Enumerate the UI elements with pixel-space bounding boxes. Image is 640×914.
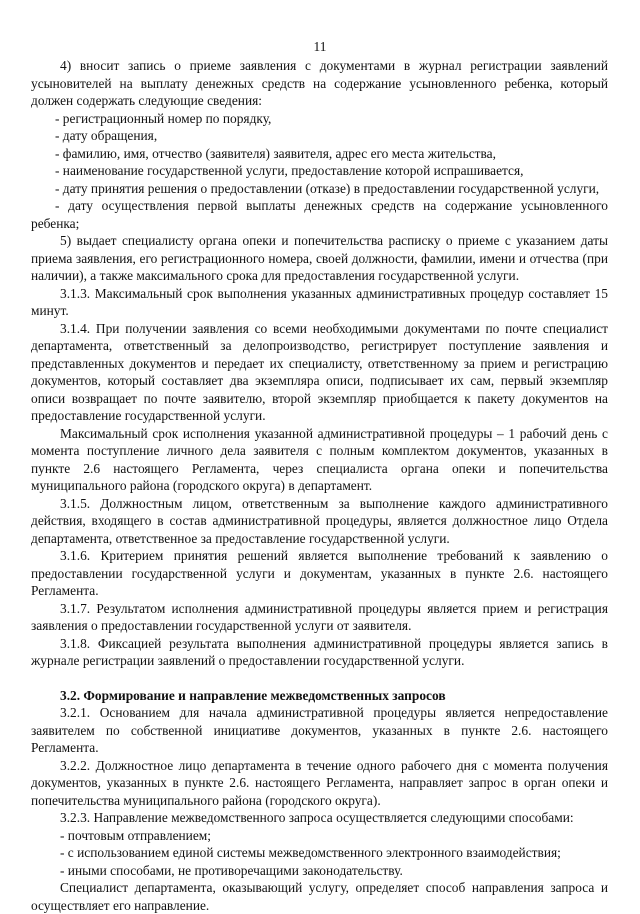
paragraph-3-1-4: 3.1.4. При получении заявления со всеми необходимыми документами по почте специалист департамента, ответственный за делопроизводство, регистрирует поступление заявления и представленных документов и передает их специалисту, ответственному за прием и регистрацию документов, который составляет два экземпляра описи, подписывает их сам, первый экземпляр описи возвращает по почте заявителю, второй экземпляр приобщается к пакету документов на предоставление государственной услуги.: [31, 320, 608, 423]
list-item-name-address: - фамилию, имя, отчество (заявителя) заявителя, адрес его места жительства,: [55, 145, 496, 161]
list-item-decision-date: - дату принятия решения о предоставлении (отказе) в предоставлении государственной услуги,: [55, 180, 600, 196]
document-body: [31, 57, 608, 914]
paragraph-3-1-6: 3.1.6. Критерием принятия решений является выполнение требований к заявлению о предоставлении государственной услуги и документам, указанных в пункте 2.6. настоящего Регламента.: [31, 548, 608, 598]
list-item-reg-number: - регистрационный номер по порядку,: [55, 110, 272, 126]
paragraph-3-2-1: 3.2.1. Основанием для начала административной процедуры является непредоставление заявителем по собственной инициативе документов, указанных в пункте 2.6. настоящего Регламента.: [31, 705, 608, 755]
list-item-electronic: - с использованием единой системы межведомственного электронного взаимодействия;: [60, 845, 561, 860]
list-item-service-name: - наименование государственной услуги, предоставление которой испрашивается,: [55, 163, 524, 178]
paragraph-3-1-8: 3.1.8. Фиксацией результата выполнения административной процедуры является запись в журнале регистрации заявлений о предоставлении государственной услуги.: [31, 635, 608, 668]
paragraph-3-2-3: 3.2.3. Направление межведомственного запроса осуществляется следующими способами:: [60, 810, 574, 825]
list-item-mail: - почтовым отправлением;: [60, 827, 211, 843]
margin-stamp: [3, 690, 9, 840]
list-item-date: - дату обращения,: [55, 128, 158, 143]
list-item-first-payment-date: - дату осуществления первой выплаты денежных средств на содержание усыновленного ребенка;: [31, 198, 608, 231]
paragraph-3-1-5: 3.1.5. Должностным лицом, ответственным за выполнение каждого административного действия, входящего в состав административной процедуры, является должностное лицо Отдела департамента, ответственное за предоставление государственной услуги.: [31, 495, 608, 546]
paragraph-item-5: 5) выдает специалисту органа опеки и попечительства расписку о приеме с указанием даты приема заявления, его регистрационного номера, своей должности, фамилии, имени и отчества (при наличии), а также максимального срока для предоставления государственной услуги.: [31, 233, 608, 283]
paragraph-3-1-7: 3.1.7. Результатом исполнения административной процедуры является прием и регистрация заявления о предоставлении государственной услуги от заявителя.: [31, 600, 608, 633]
list-item-other: - иными способами, не противоречащими законодательству.: [60, 862, 403, 878]
paragraph-3-2-2: 3.2.2. Должностное лицо департамента в течение одного рабочего дня с момента получения документов, указанных в пункте 2.6. настоящего Регламента, направляет запрос в орган опеки и попечительства муниципального района (городского округа).: [31, 757, 608, 808]
page-number: 11: [313, 39, 327, 54]
paragraph-3-1-3: 3.1.3. Максимальный срок выполнения указанных административных процедур составляет 15 минут.: [31, 285, 608, 318]
paragraph-max-term: Максимальный срок исполнения указанной административной процедуры – 1 рабочий день с момента поступление личного дела заявителя с полным комплектом документов, указанных в пункте 2.6 настоящего Регламента, через специалиста органа опеки и попечительства муниципального района (городского округа) в департамент.: [31, 425, 608, 493]
section-heading: 3.2. Формирование и направление межведомственных запросов: [60, 687, 446, 703]
paragraph-specialist: Специалист департамента, оказывающий услугу, определяет способ направления запроса и осуществляет его направление.: [31, 880, 608, 913]
paragraph-item-4: 4) вносит запись о приеме заявления с документами в журнал регистрации заявлений усыновителей на выплату денежных средств на содержание усыновленного ребенка, который должен содержать следующие сведения:: [31, 58, 608, 108]
